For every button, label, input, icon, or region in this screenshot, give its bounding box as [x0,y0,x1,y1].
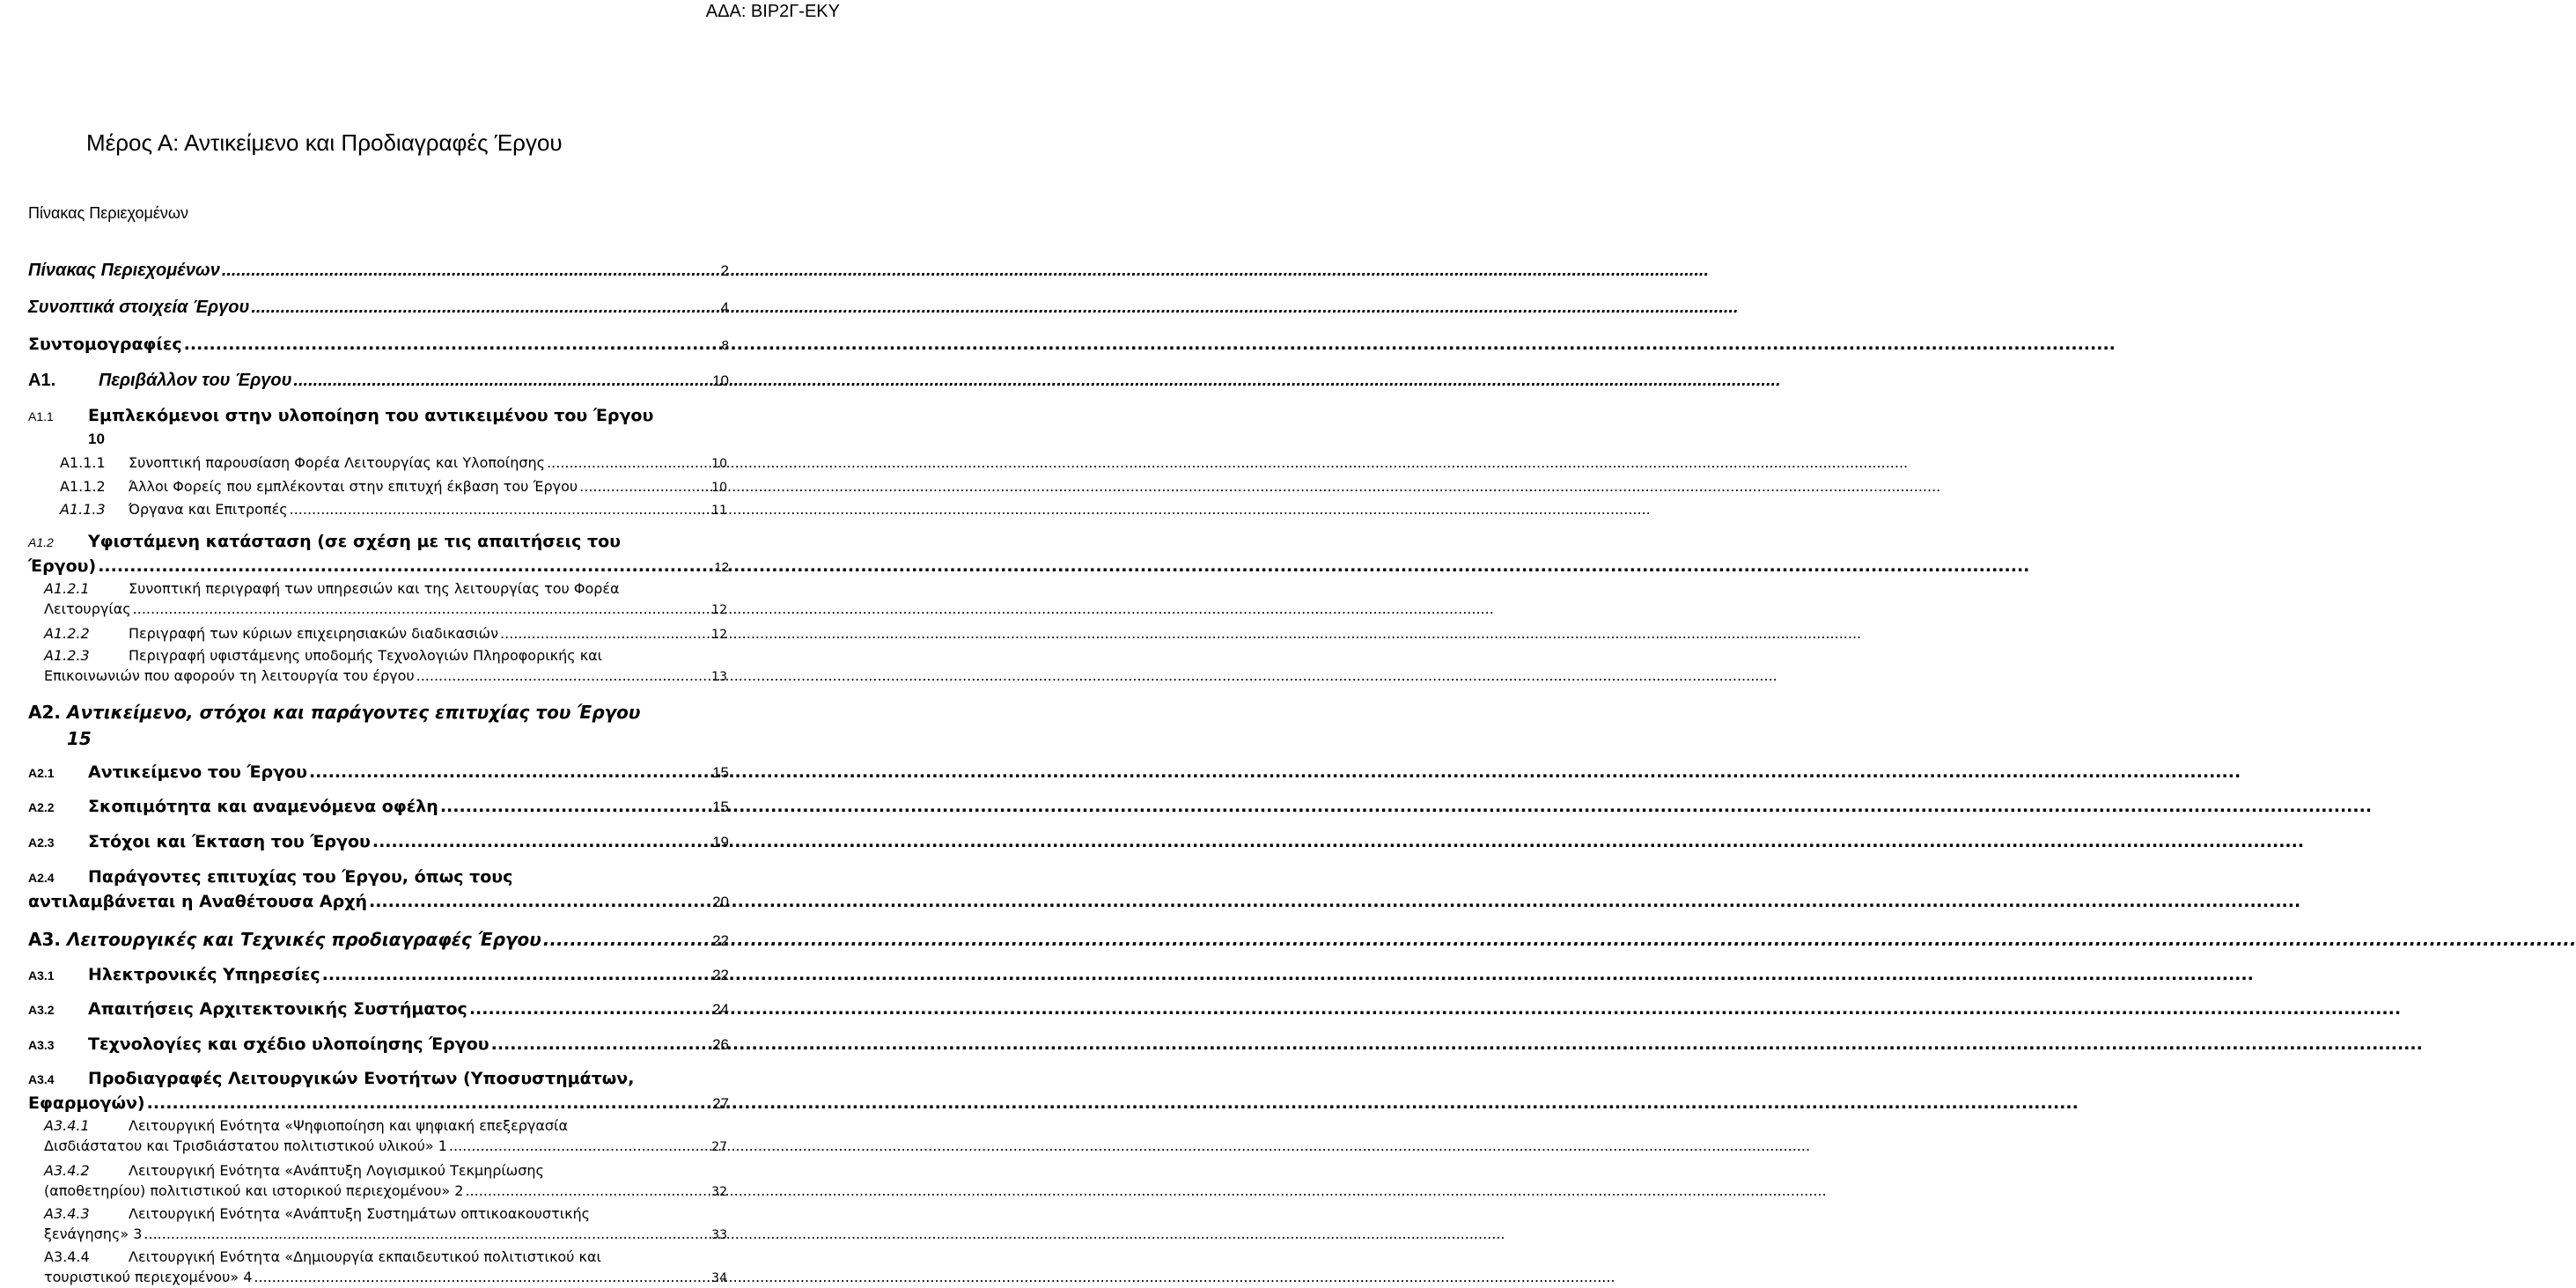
toc-entry[interactable] [44,647,727,684]
toc-entry-page: 20 [712,894,729,910]
toc-entry-page: 13 [711,670,727,684]
toc-entry-page: 12 [714,560,729,575]
toc-entry-page: 11 [711,504,727,518]
toc-entry-title: Ηλεκτρονικές Υπηρεσίες [88,965,320,984]
toc-entry-number: Α3.1 [28,968,55,983]
toc-heading: Πίνακας Περιεχομένων [28,204,188,222]
toc-leader [543,929,710,950]
toc-entry[interactable] [28,929,729,950]
toc-leader [144,1225,710,1242]
toc-entry[interactable] [28,406,729,448]
toc-entry-page: 10 [711,481,727,495]
toc-entry-title: Περιγραφή υφιστάμενης υποδομής Τεχνολογιών Πληροφορικής και [129,647,603,664]
toc-leader [98,556,712,576]
toc-entry-title: Αντικείμενο του Έργου [88,762,307,782]
toc-entry[interactable] [28,261,729,281]
toc-entry-number: Α1.1.2 [60,478,106,495]
toc-entry-title: Όργανα και Επιτροπές [129,501,288,518]
toc-entry[interactable] [44,1117,727,1154]
toc-entry-title: Λειτουργική Ενότητα «Δημιουργία εκπαιδευτικού πολιτιστικού και [129,1248,601,1265]
toc-entry[interactable] [44,1162,727,1199]
toc-entry-title: Πίνακας Περιεχομένων [28,261,220,280]
toc-entry-number: Α1. [28,371,56,390]
toc-entry[interactable] [28,371,729,391]
toc-entry[interactable] [28,832,729,851]
toc-leader [222,261,719,281]
toc-entry-title: Λειτουργική Ενότητα «Ψηφιοποίηση και ψηφιακή επεξεργασία [129,1117,568,1134]
toc-entry-title: Στόχοι και Έκταση του Έργου [88,832,371,851]
toc-entry-title: Συνοπτικά στοιχεία Έργου [28,298,250,317]
toc-entry-page: 2 [720,262,729,279]
toc-entry-number: Α1.2 [28,535,54,549]
toc-entry-number: Α2.4 [28,871,55,885]
toc-entry-number: Α2.2 [28,800,55,814]
toc-leader [322,965,710,984]
toc-entry-title-cont: Εφαρμογών) [28,1093,145,1113]
toc-leader [147,1093,710,1113]
toc-entry[interactable] [28,298,729,318]
toc-entry-title: Λειτουργική Ενότητα «Ανάπτυξη Λογισμικού Τεκμηρίωσης [129,1162,544,1179]
toc-entry[interactable] [28,532,729,576]
toc-entry-number: Α1.1 [28,409,54,423]
toc-entry-page: 12 [711,603,727,617]
toc-entry-page: 4 [720,299,729,316]
toc-entry[interactable] [28,1069,729,1113]
toc-entry-number: Α3.4.2 [44,1162,90,1179]
toc-leader [372,832,710,851]
toc-entry[interactable] [28,867,729,911]
toc-leader [500,625,710,642]
toc-leader [547,454,710,471]
toc-entry[interactable] [60,454,727,471]
toc-entry[interactable] [44,1248,727,1285]
toc-entry[interactable] [28,999,729,1019]
toc-entry-number: Α3.4.1 [44,1117,90,1134]
toc-entry-title: Αντικείμενο, στόχοι και παράγοντες επιτυχίας του Έργου [67,702,641,723]
toc-leader [254,1269,710,1285]
toc-entry-number: Α2.1 [28,766,55,780]
toc-entry-page: 22 [712,932,729,949]
toc-entry-title: Συντομογραφίες [28,335,182,354]
toc-leader [290,501,710,518]
page-title: Μέρος Α: Αντικείμενο και Προδιαγραφές Έργου [86,129,563,156]
toc-entry-title: Λειτουργική Ενότητα «Ανάπτυξη Συστημάτων οπτικοακουστικής [129,1205,591,1222]
toc-entry[interactable] [28,965,729,984]
toc-entry-page: 15 [712,799,729,815]
toc-entry-number: Α3. [28,929,61,950]
toc-entry-title-cont: (αποθετηρίου) πολιτιστικού και ιστορικού περιεχομένου» 2 [44,1182,464,1199]
ada-code: ΑΔΑ: ΒΙΡ2Γ-ΕΚΥ [705,2,840,21]
toc-entry[interactable] [60,478,727,495]
toc-entry-number: Α3.3 [28,1038,55,1052]
toc-entry-page: 12 [711,628,727,642]
toc-entry-title: Περιβάλλον του Έργου [99,371,292,390]
toc-entry-page: 22 [712,967,729,983]
toc-entry-number: Α2.3 [28,835,55,850]
toc-entry[interactable] [28,702,729,749]
toc-entry[interactable] [28,762,729,782]
toc-entry[interactable] [28,1034,729,1054]
toc-entry-page: 10 [711,457,727,471]
toc-entry-page: 10 [712,372,729,389]
toc-entry-page: 19 [712,834,729,850]
toc-entry-title-cont: Λειτουργίας [44,600,131,617]
toc-entry[interactable] [44,625,727,642]
toc-entry-title: Εμπλεκόμενοι στην υλοποίηση του αντικειμένου του Έργου [88,406,654,425]
toc-entry-number: Α1.2.2 [44,625,90,642]
toc-entry-page: 27 [712,1095,729,1112]
toc-leader [416,667,710,684]
toc-leader [369,892,710,911]
toc-entry-number: Α1.1.1 [60,454,106,471]
toc-entry-title: Παράγοντες επιτυχίας του Έργου, όπως τους [88,867,513,887]
toc-entry-page: 8 [721,338,729,353]
toc-leader [293,371,710,391]
toc-leader [184,335,720,354]
toc-entry-number: Α1.1.3 [60,501,106,518]
toc-entry-title: Απαιτήσεις Αρχιτεκτονικής Συστήματος [88,999,467,1019]
toc-entry[interactable] [28,797,729,816]
toc-entry-number: Α3.2 [28,1003,55,1017]
toc-entry-page: 15 [712,764,729,781]
toc-leader [133,600,710,617]
toc-entry-title: Συνοπτική παρουσίαση Φορέα Λειτουργίας και Υλοποίησης [129,454,546,471]
toc-leader [449,1137,710,1154]
toc-leader [469,999,710,1019]
toc-entry-title: Περιγραφή των κύριων επιχειρησιακών διαδικασιών [129,625,499,642]
toc-leader [465,1182,710,1199]
toc-entry-number: Α3.4.4 [44,1248,90,1265]
toc-entry-title: Άλλοι Φορείς που εμπλέκονται στην επιτυχή έκβαση του Έργου [129,478,578,495]
toc-entry-title-cont: αντιλαμβάνεται η Αναθέτουσα Αρχή [28,892,367,911]
toc-leader [440,797,710,816]
toc-leader [491,1034,710,1054]
toc-leader [309,762,710,782]
toc-entry-title: Τεχνολογίες και σχέδιο υλοποίησης Έργου [88,1034,489,1054]
toc-entry-number: Α3.4 [28,1072,55,1086]
toc-entry-number: Α2. [28,702,61,723]
toc-entry-number: Α3.4.3 [44,1205,90,1222]
toc-entry-number: Α1.2.1 [44,580,90,597]
toc-entry-title-cont: ξενάγησης» 3 [44,1225,143,1242]
toc-entry-title: Λειτουργικές και Τεχνικές προδιαγραφές Έργου [67,929,541,950]
toc-entry-page: 15 [67,728,92,749]
toc-entry[interactable] [60,501,727,518]
toc-entry-title: Σκοπιμότητα και αναμενόμενα οφέλη [88,797,438,816]
toc-entry-page: 26 [712,1036,729,1053]
toc-entry-page: 10 [88,431,105,447]
toc-leader [251,298,718,318]
toc-entry-title: Συνοπτική περιγραφή των υπηρεσιών και της λειτουργίας του Φορέα [129,580,620,597]
toc-entry-page: 24 [712,1001,729,1018]
toc-entry-title-cont: τουριστικού περιεχομένου» 4 [44,1269,253,1285]
toc-entry-page: 34 [711,1271,727,1285]
toc-entry-number: Α1.2.3 [44,647,90,664]
toc-entry[interactable] [44,1205,727,1242]
toc-entry[interactable] [44,580,727,617]
toc-entry-title-cont: Έργου) [28,556,97,576]
toc-entry-title: Προδιαγραφές Λειτουργικών Ενοτήτων (Υποσυστημάτων, [88,1069,635,1088]
toc-entry-title-cont: Δισδιάστατου και Τρισδιάστατου πολιτιστικού υλικού» 1 [44,1137,447,1154]
toc-entry-page: 27 [711,1140,727,1154]
toc-entry-page: 32 [711,1185,727,1199]
toc-entry[interactable] [28,335,729,354]
toc-entry-page: 33 [711,1228,727,1242]
toc-entry-title: Υφιστάμενη κατάσταση (σε σχέση με τις απαιτήσεις του [88,532,621,551]
toc-leader [579,478,710,495]
toc-entry-title-cont: Επικοινωνιών που αφορούν τη λειτουργία του έργου [44,667,415,684]
